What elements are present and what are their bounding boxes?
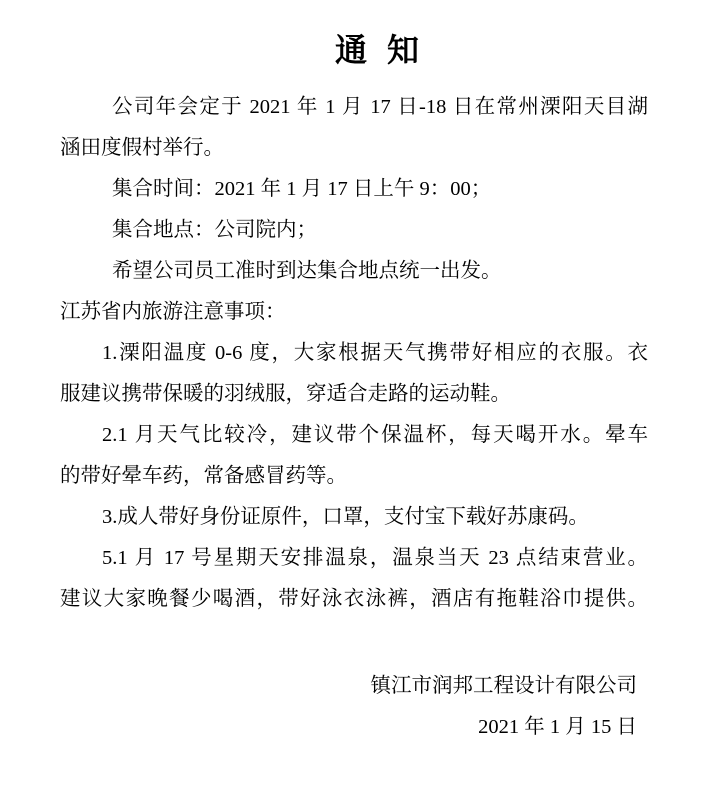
notice-line-assembly-place: 集合地点：公司院内； [112, 219, 317, 241]
notice-line: 涵田度假村举行。 [60, 137, 224, 159]
signature-date: 2021 年 1 月 15 日 [478, 716, 637, 738]
signature-company: 镇江市润邦工程设计有限公司 [370, 675, 637, 697]
notice-line: 希望公司员工准时到达集合地点统一出发。 [112, 260, 502, 282]
document-page [0, 28, 705, 791]
notice-line-item-3: 3.成人带好身份证原件，口罩，支付宝下载好苏康码。 [102, 506, 589, 528]
notice-line: 公司年会定于 2021 年 1 月 17 日-18 日在常州溧阳天目湖 [112, 96, 648, 118]
notice-line-item-5: 5.1 月 17 号星期天安排温泉，温泉当天 23 点结束营业。 [102, 547, 648, 569]
notice-line-assembly-time: 集合时间：2021 年 1 月 17 日上午 9：00； [112, 178, 492, 200]
notice-line: 的带好晕车药，常备感冒药等。 [60, 465, 347, 487]
notice-line: 建议大家晚餐少喝酒，带好泳衣泳裤，酒店有拖鞋浴巾提供。 [60, 588, 648, 610]
notice-line-item-2: 2.1 月天气比较冷，建议带个保温杯，每天喝开水。晕车 [102, 424, 648, 446]
notice-title: 通 知 [334, 32, 420, 68]
notice-line-item-1: 1.溧阳温度 0-6 度，大家根据天气携带好相应的衣服。衣 [102, 342, 648, 364]
notice-body [60, 87, 648, 748]
notice-line-section-heading: 江苏省内旅游注意事项： [60, 301, 286, 323]
notice-line: 服建议携带保暖的羽绒服，穿适合走路的运动鞋。 [60, 383, 511, 405]
